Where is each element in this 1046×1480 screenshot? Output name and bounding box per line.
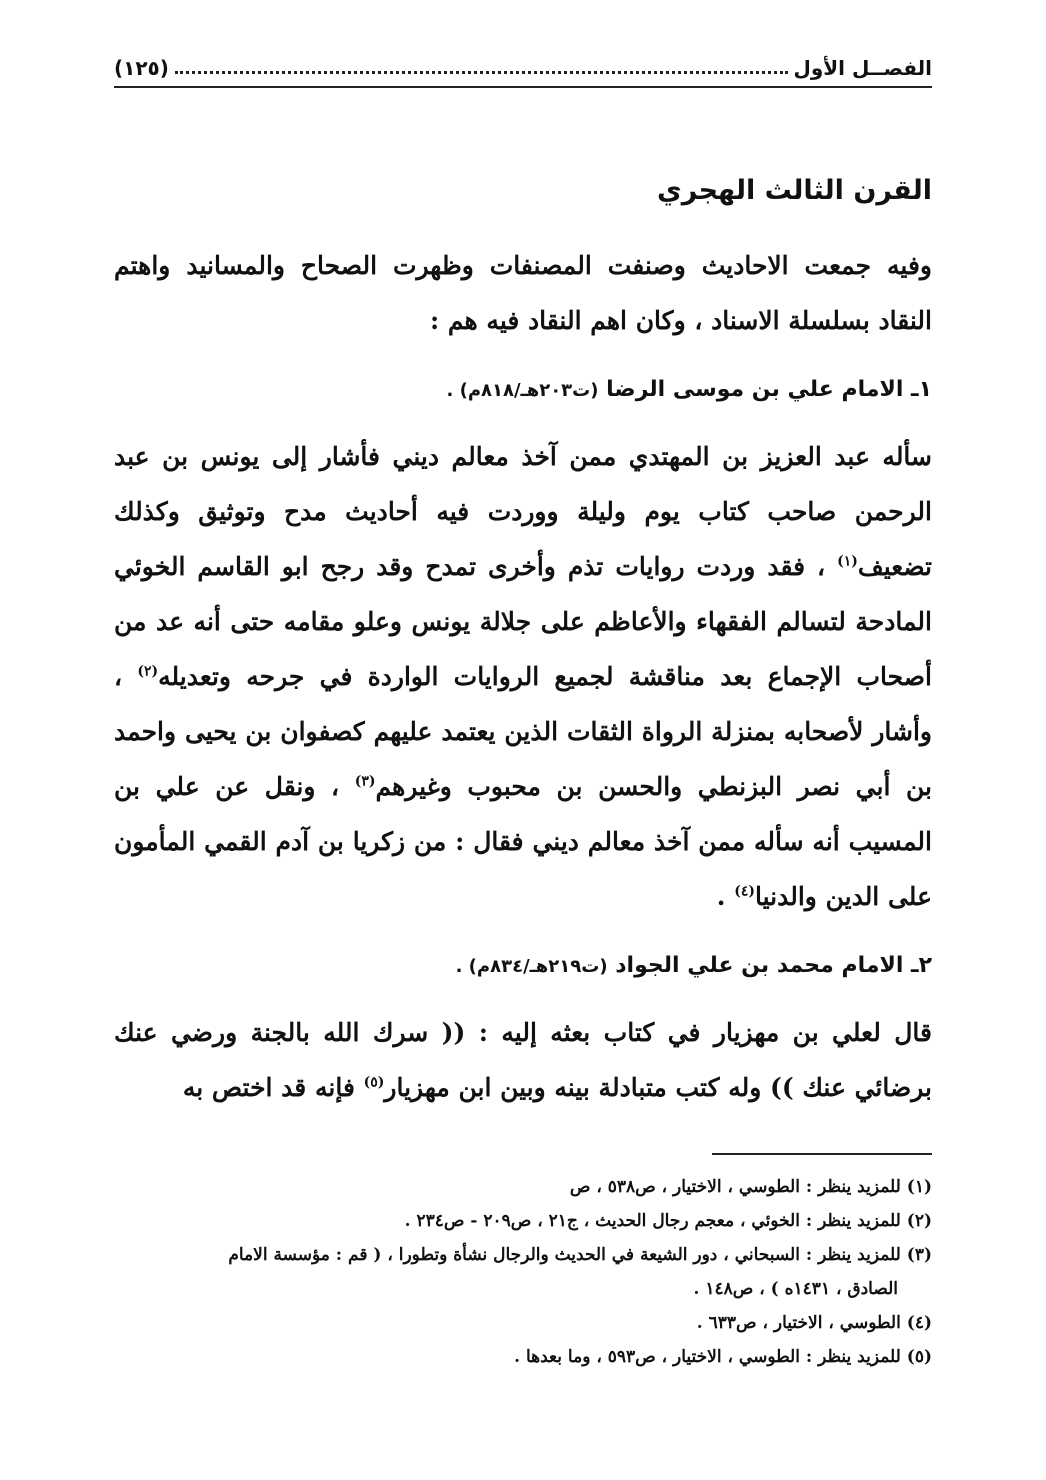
entry-heading-1 [114,370,932,411]
entry-heading-dates: (ت٢٠٣هـ/٨١٨م) . [446,380,599,401]
body-text: ، ونقل عن علي بن المسيب أنه سأله ممن آخذ معالم ديني فقال : من زكريا بن آدم القمي المأمون على الدين والدنيا [114,772,932,911]
body-text: قال لعلي بن مهزيار في كتاب بعثه إليه : (( سرك الله بالجنة ورضي عنك برضائي عنك )) وله كتب متبادلة بينه وبين ابن مهزيار [114,1018,932,1102]
footnote-ref[interactable]: (٣) [354,773,376,790]
footnote-continuation: الصادق ، ١٤٣١ه ) ، ص١٤٨ . [693,1279,898,1299]
leader-dots [175,71,788,74]
main-content [114,168,932,1115]
running-header [114,52,932,88]
entry-heading-2 [114,946,932,987]
intro-paragraph: وفيه جمعت الاحاديث وصنفت المصنفات وظهرت الصحاح والمسانيد واهتم النقاد بسلسلة الاسناد ، وكان اهم النقاد فيه هم : [114,251,932,335]
chapter-title: الفصــل الأول [793,56,932,80]
entry-heading-name: ١ـ الامام علي بن موسى الرضا [606,377,932,402]
footnote-2: (٢) للمزيد ينظر : الخوئي ، معجم رجال الحديث ، ج٢١ ، ص٢٠٩ - ص٢٣٤ . [404,1211,932,1231]
footnote-ref[interactable]: (٤) [734,883,755,900]
entry-heading-dates: (ت٢١٩هـ/٨٣٤م) . [455,956,608,977]
body-text: ، وأشار لأصحابه بمنزلة الرواة الثقات الذين يعتمد عليهم كصفوان بن يحيى واحمد بن أبي نصر البزنطي والحسن بن محبوب وغيرهم [114,662,932,801]
section-title: القرن الثالث الهجري [657,175,932,206]
footnote-ref[interactable]: (٢) [137,663,159,680]
footnote-ref[interactable]: (٥) [363,1074,385,1091]
footnote-1: (١) للمزيد ينظر : الطوسي ، الاختيار ، ص٥٣٨ ، ص [569,1177,932,1197]
body-text: ، فقد وردت روايات تذم وأخرى تمدح وقد رجح ابو القاسم الخوئي المادحة لتسالم الفقهاء والأعاظم على جلالة يونس وعلو مقامه حتى أنه عد من أصحاب الإجماع بعد مناقشة لجميع الروايات الواردة في جرحه وتعديله [114,552,932,691]
body-text: . [716,882,726,911]
footnote-4: (٤) الطوسي ، الاختيار ، ص٦٣٣ . [696,1313,932,1333]
footnotes [114,1170,932,1374]
entry-body-2 [114,1005,932,1115]
footnote-separator [712,1153,932,1155]
entry-body-1 [114,429,932,924]
body-text: سأله عبد العزيز بن المهتدي ممن آخذ معالم ديني فأشار إلى يونس بن عبد الرحمن صاحب كتاب يوم وليلة ووردت فيه أحاديث مدح وتوثيق وكذلك تضعيف [114,442,932,581]
page-number: (١٢٥) [114,56,169,80]
entry-heading-name: ٢ـ الامام محمد بن علي الجواد [615,953,932,978]
footnote-5: (٥) للمزيد ينظر : الطوسي ، الاختيار ، ص٥٩٣ ، وما بعدها . [514,1347,932,1367]
footnote-text: (٣) للمزيد ينظر : السبحاني ، دور الشيعة في الحديث والرجال نشأة وتطورا ، ( قم : مؤسسة الامام [228,1245,932,1265]
footnote-ref[interactable]: (١) [837,553,858,570]
body-text: فإنه قد اختص به [182,1073,355,1102]
footnote-3 [114,1238,932,1306]
